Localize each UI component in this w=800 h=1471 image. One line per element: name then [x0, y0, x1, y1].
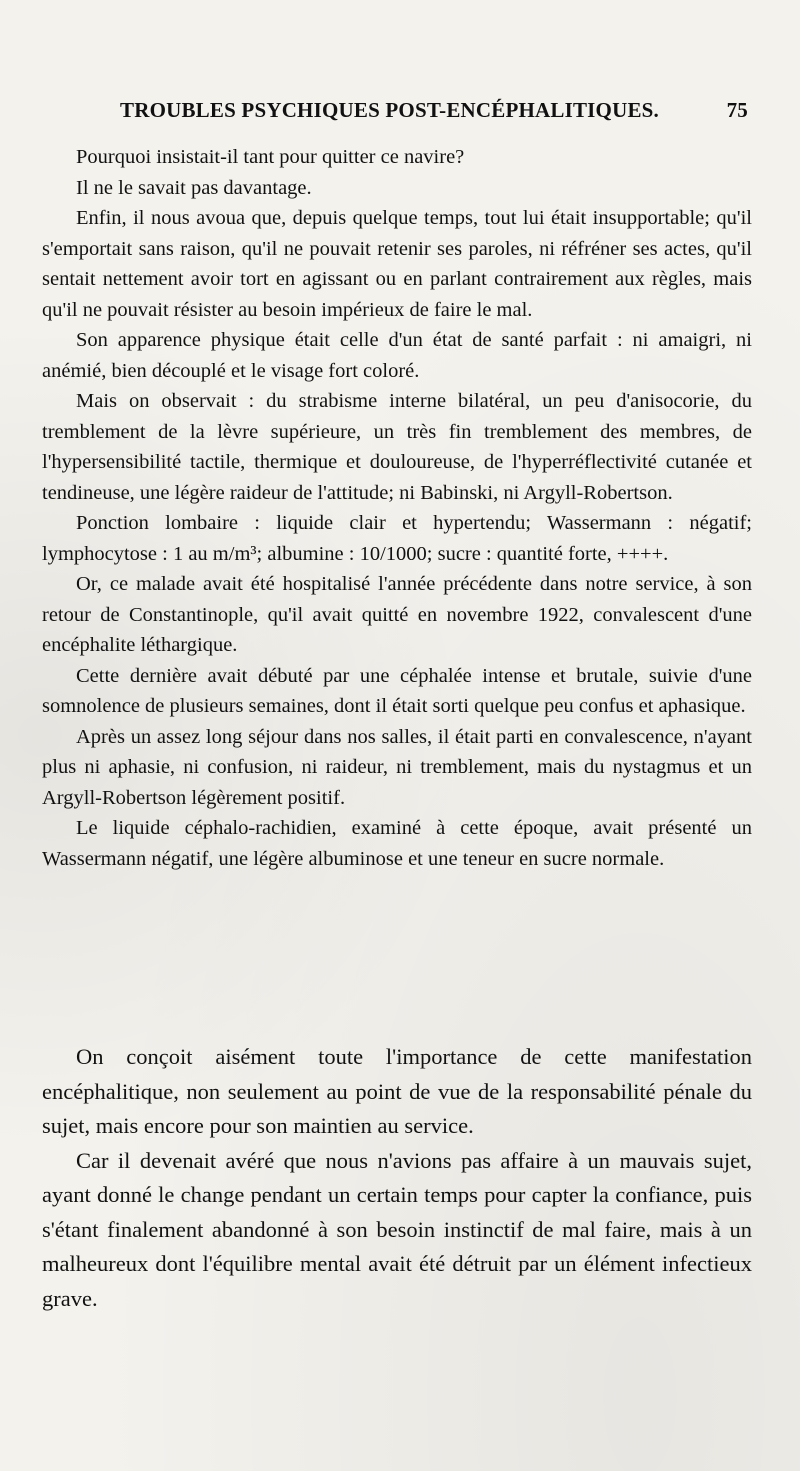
paragraph: Son apparence physique était celle d'un état de santé parfait : ni amaigri, ni anémié, bien découplé et le visage fort coloré. — [42, 329, 752, 382]
paragraph: Ponction lombaire : liquide clair et hypertendu; Wassermann : négatif; lymphocytose : 1 au m/m³; albumine : 10/1000; sucre : quantité forte, ++++. — [42, 512, 752, 565]
paragraph: Car il devenait avéré que nous n'avions pas affaire à un mauvais sujet, ayant donné le change pendant un certain temps pour capter la confiance, puis s'étant finalement abandonné à son besoin instinctif de mal faire, mais à un malheureux dont l'équilibre mental avait été détruit par un élément infectieux grave. — [42, 1147, 752, 1311]
running-title: TROUBLES PSYCHIQUES POST-ENCÉPHALITIQUES. — [120, 98, 659, 122]
paragraph: Enfin, il nous avoua que, depuis quelque temps, tout lui était insupportable; qu'il s'emportait sans raison, qu'il ne pouvait retenir ses paroles, ni réfréner ses actes, qu'il sentait nettement avoir tort en agissant ou en parlant contrairement aux règles, mais qu'il ne pouvait résister au besoin impérieux de faire le mal. — [42, 207, 752, 321]
paragraph: Il ne le savait pas davantage. — [76, 176, 312, 199]
paragraph: On conçoit aisément toute l'importance de cette manifestation encéphalitique, non seulement au point de vue de la responsabilité pénale du sujet, mais encore pour son maintien au service. — [42, 1044, 752, 1138]
paragraph: Le liquide céphalo-rachidien, examiné à cette époque, avait présenté un Wassermann négatif, une légère albuminose et une teneur en sucre normale. — [42, 817, 752, 870]
paragraph: Cette dernière avait débuté par une céphalée intense et brutale, suivie d'une somnolence de plusieurs semaines, dont il était sorti quelque peu confus et aphasique. — [42, 664, 752, 717]
paragraph: Pourquoi insistait-il tant pour quitter ce navire? — [76, 146, 465, 168]
running-header — [120, 98, 748, 132]
paragraph: Après un assez long séjour dans nos salles, il était parti en convalescence, n'ayant plus ni aphasie, ni confusion, ni raideur, ni tremblement, mais du nystagmus et un Argyll-Robertson légèrement positif. — [42, 725, 752, 809]
paragraph: Mais on observait : du strabisme interne bilatéral, un peu d'anisocorie, du tremblement de la lèvre supérieure, un très fin tremblement des membres, de l'hypersensibilité tactile, thermique et douloureuse, de l'hyperréflectivité cutanée et tendineuse, une légère raideur de l'attitude; ni Babinski, ni Argyll-Robertson. — [42, 390, 752, 504]
paragraph: Or, ce malade avait été hospitalisé l'année précédente dans notre service, à son retour de Constantinople, qu'il avait quitté en novembre 1922, convalescent d'une encéphalite léthargique. — [42, 573, 752, 656]
commentary-text — [42, 1040, 752, 1316]
case-report-text — [42, 142, 752, 874]
page-number: 75 — [726, 98, 748, 122]
